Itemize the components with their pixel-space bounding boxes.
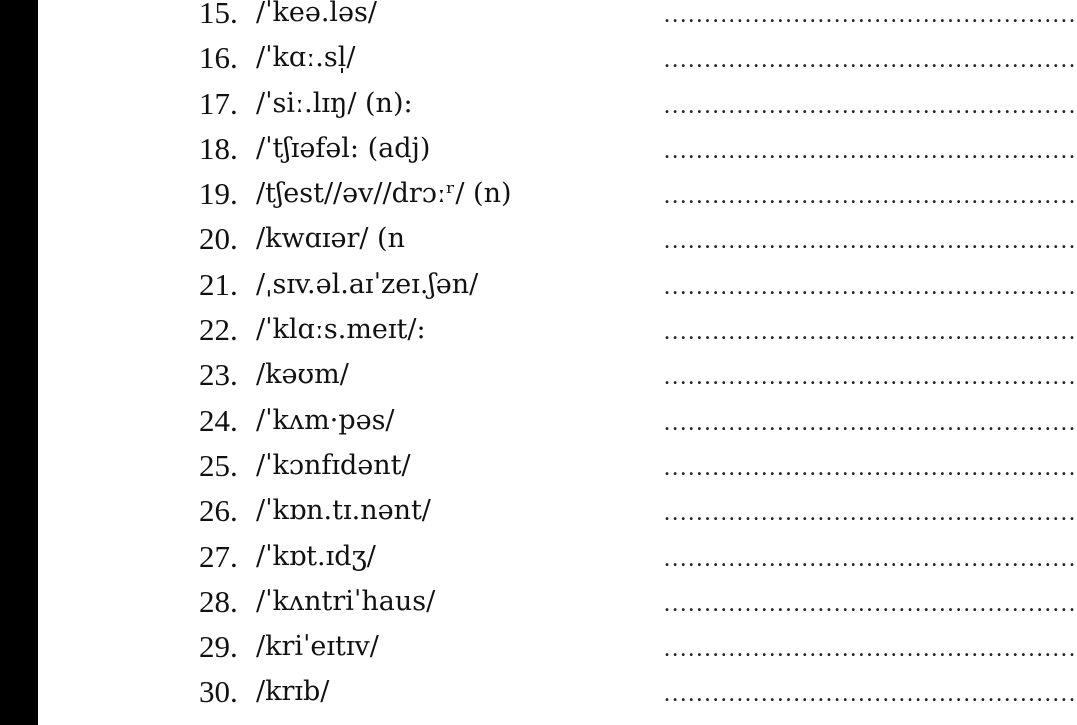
answer-blank[interactable]: ................................................... (664, 319, 1077, 346)
answer-blank[interactable]: ................................................... (664, 137, 1077, 164)
list-item (0, 580, 1077, 625)
list-item (0, 127, 1077, 172)
answer-blank[interactable]: ................................................... (664, 364, 1077, 391)
item-number: 16. (199, 40, 238, 76)
item-number: 26. (199, 493, 238, 529)
item-number: 22. (199, 312, 238, 348)
answer-blank[interactable]: ................................................... (664, 228, 1077, 255)
answer-blank[interactable]: ................................................... (664, 409, 1077, 436)
item-number: 18. (199, 130, 238, 166)
list-item (0, 399, 1077, 444)
ipa-transcription: /ˈkɒt.ɪdʒ/ (256, 540, 376, 572)
list-item (0, 670, 1077, 715)
list-item (0, 535, 1077, 580)
answer-blank[interactable]: ................................................... (664, 183, 1077, 210)
item-number: 17. (199, 85, 238, 121)
answer-blank[interactable]: ................................................... (664, 636, 1077, 663)
list-item (0, 353, 1077, 398)
list-item (0, 217, 1077, 262)
item-number: 24. (199, 402, 238, 438)
item-number: 30. (199, 674, 238, 710)
answer-blank[interactable]: ................................................... (664, 47, 1077, 74)
item-number: 19. (199, 176, 238, 212)
list-item (0, 263, 1077, 308)
ipa-transcription: /ˈtʃɪəfəl: (adj) (256, 132, 431, 164)
ipa-transcription: /krɪb/ (256, 676, 330, 708)
list-item (0, 308, 1077, 353)
ipa-transcription: /ˈkʌm·pəs/ (256, 404, 395, 436)
ipa-transcription: /kwɑɪər/ (n (256, 223, 405, 255)
ipa-transcription: /ˈklɑːs.meɪt/: (256, 314, 426, 346)
answer-blank[interactable]: ................................................... (664, 454, 1077, 481)
item-number: 25. (199, 447, 238, 483)
list-item (0, 172, 1077, 217)
answer-blank[interactable]: ................................................... (664, 92, 1077, 119)
answer-blank[interactable]: ................................................... (664, 545, 1077, 572)
item-number: 21. (199, 266, 238, 302)
ipa-transcription: /ˈkeə.ləs/ (256, 0, 377, 28)
ipa-transcription: /ˈkɔnfɪdənt/ (256, 449, 411, 481)
ipa-transcription: /ˈkɒn.tɪ.nənt/ (256, 495, 431, 527)
list-item (0, 625, 1077, 670)
list-item (0, 444, 1077, 489)
ipa-transcription: /ˈkɑː.sl̩/ (256, 42, 356, 74)
answer-blank[interactable]: ................................................... (664, 2, 1077, 28)
answer-blank[interactable]: ................................................... (664, 273, 1077, 300)
ipa-transcription: /tʃest//əv//drɔːʳ/ (n) (256, 178, 512, 210)
item-number: 20. (199, 221, 238, 257)
list-item (0, 36, 1077, 81)
ipa-transcription: /ˈsiː.lɪŋ/ (n): (256, 87, 413, 119)
list-item (0, 489, 1077, 534)
ipa-transcription: /kəʊm/ (256, 359, 349, 391)
answer-blank[interactable]: ................................................... (664, 590, 1077, 617)
item-number: 29. (199, 629, 238, 665)
list-item (0, 82, 1077, 127)
answer-blank[interactable]: ................................................... (664, 500, 1077, 527)
item-number: 23. (199, 357, 238, 393)
item-number: 28. (199, 583, 238, 619)
item-number: 27. (199, 538, 238, 574)
ipa-transcription: /kriˈeɪtɪv/ (256, 631, 379, 663)
answer-blank[interactable]: ................................................... (664, 681, 1077, 708)
list-item (0, 0, 1077, 36)
ipa-transcription: /ˌsɪv.əl.aɪˈzeɪ.ʃən/ (256, 268, 479, 300)
item-number: 15. (199, 0, 238, 30)
ipa-transcription: /ˈkʌntriˈhaus/ (256, 585, 436, 617)
